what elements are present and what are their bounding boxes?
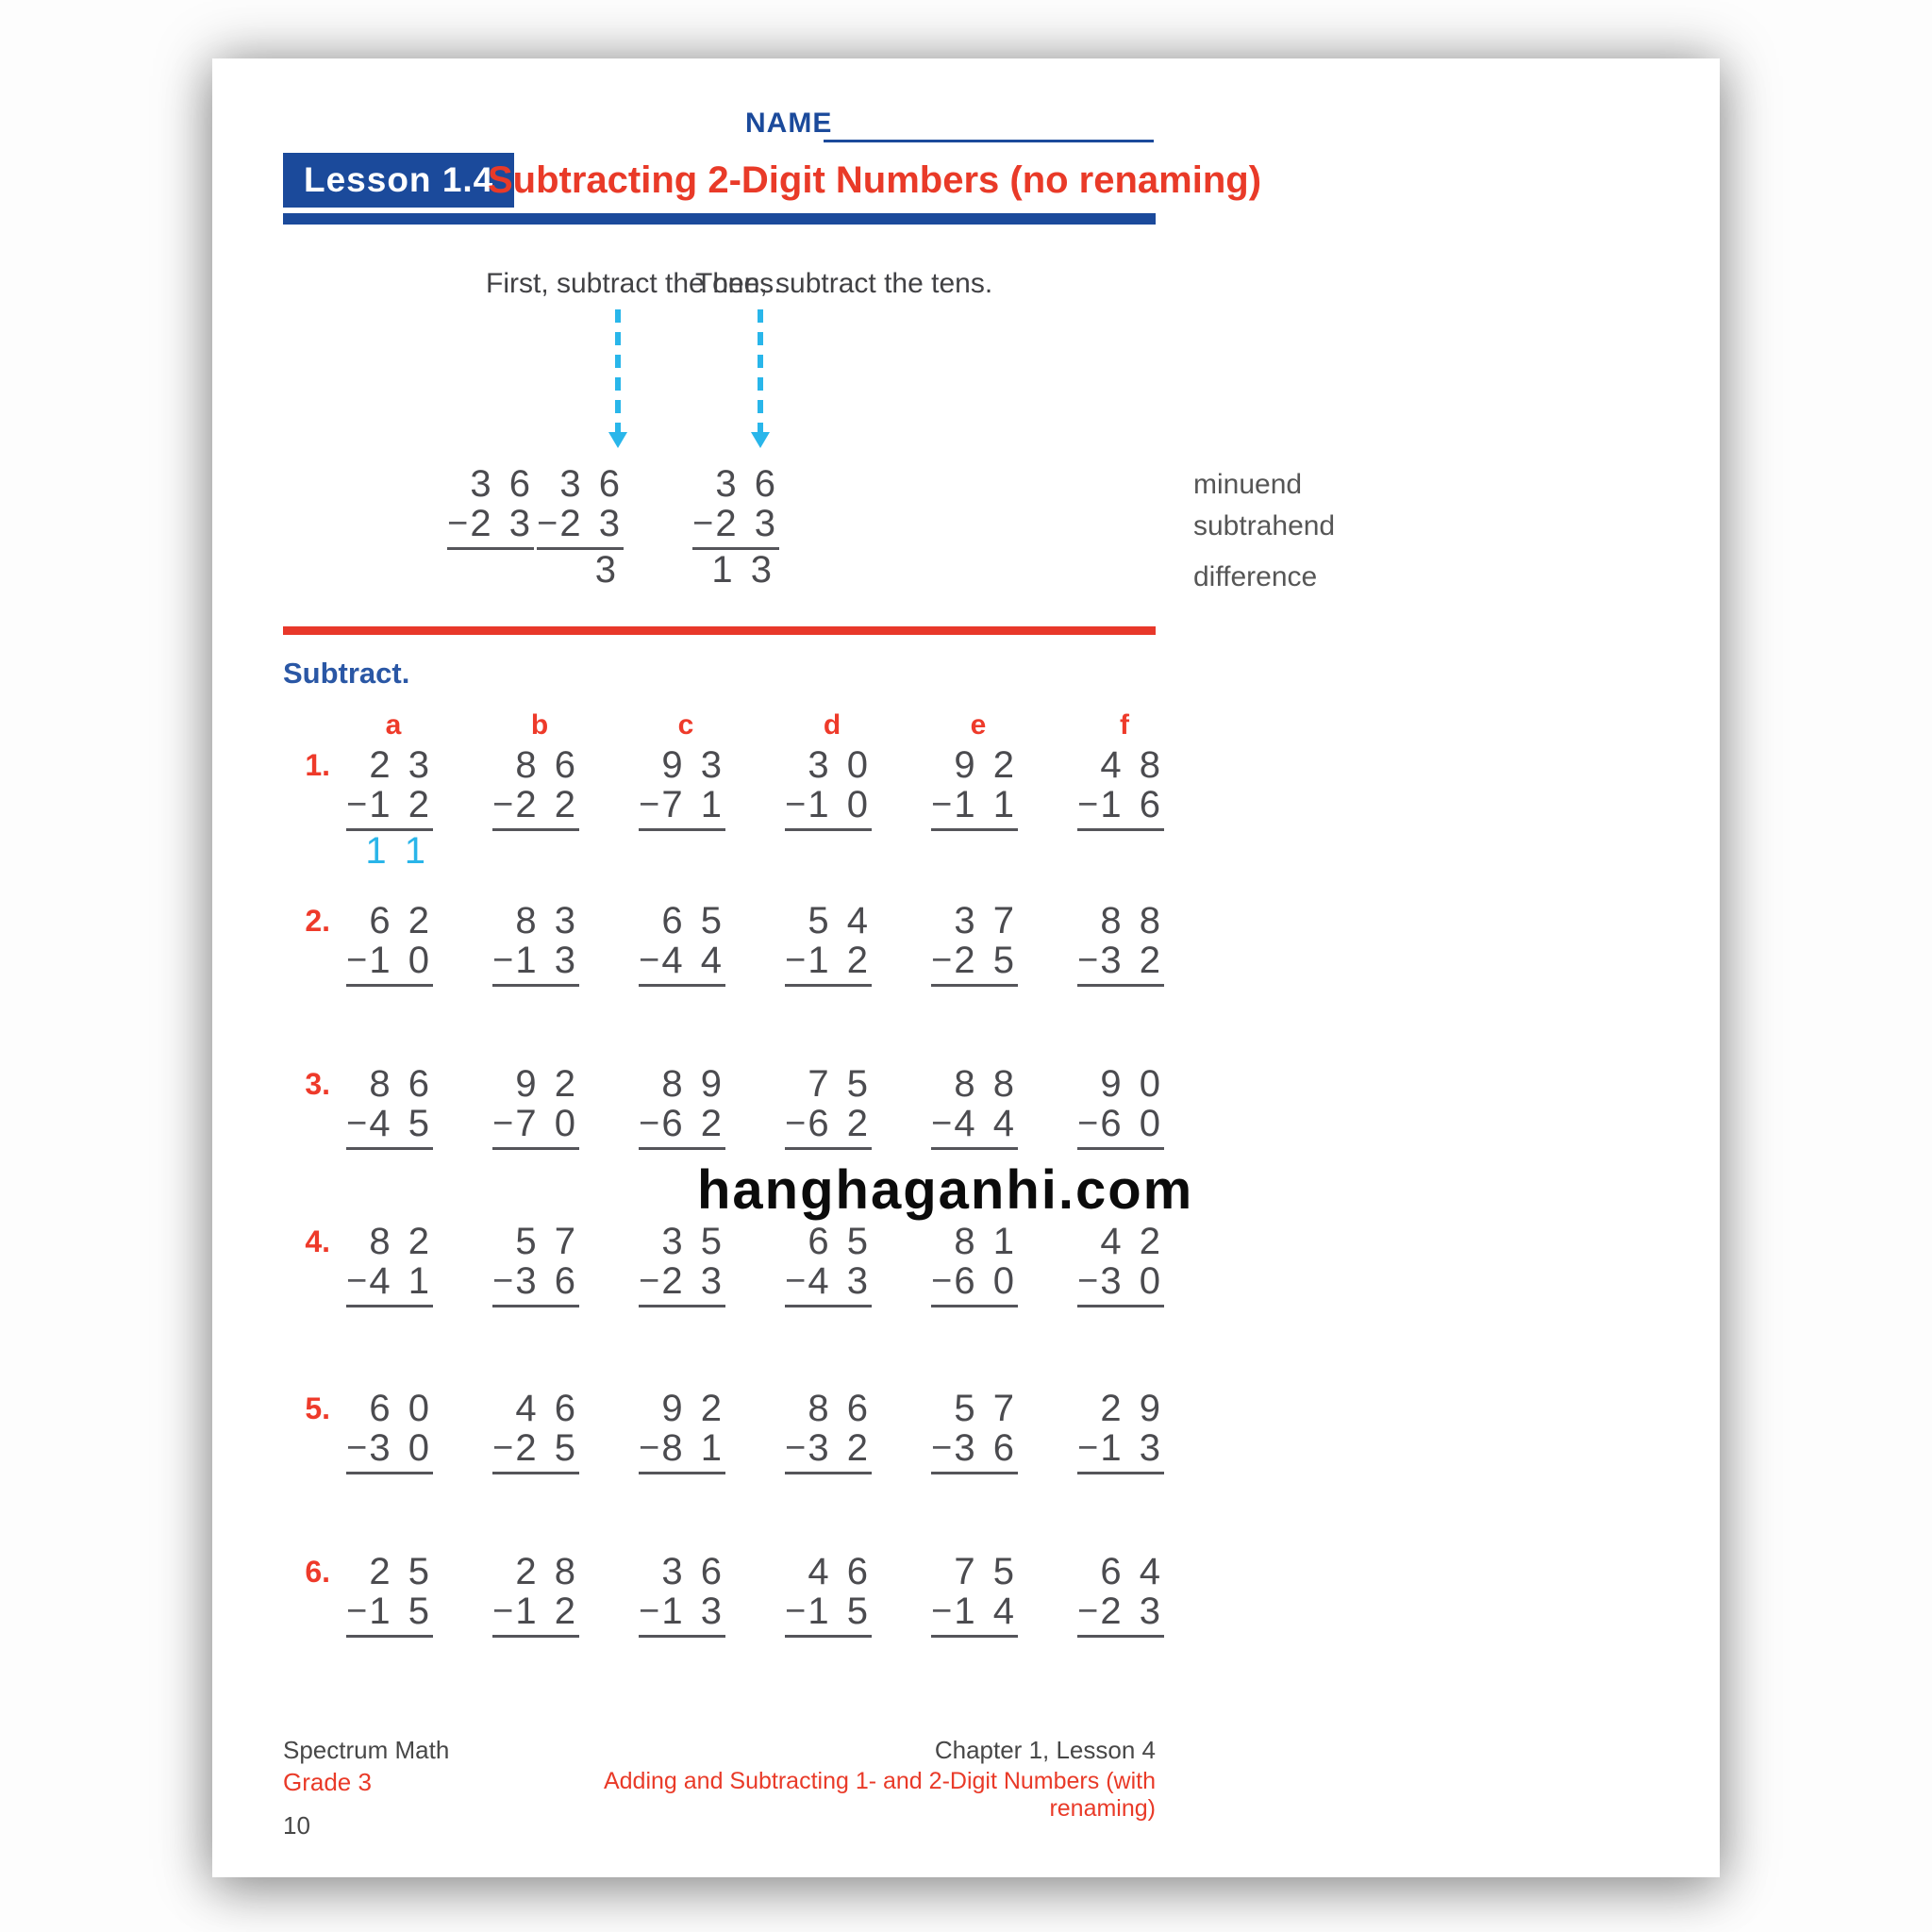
subtrahend-value: 6 0 [1100, 1103, 1164, 1144]
problem-cell [692, 464, 779, 590]
row-number: 4. [305, 1224, 330, 1258]
difference-answer: 1 1 [365, 830, 429, 872]
tens-arrow-icon [758, 309, 763, 432]
difference-answer [639, 1474, 725, 1514]
row-number: 3. [305, 1067, 330, 1101]
name-write-in-line [824, 140, 1154, 142]
footer-page-number: 10 [283, 1811, 310, 1840]
minuend-value: 3 6 [559, 463, 624, 505]
minuend-value: 4 6 [515, 1388, 579, 1429]
minus-sign: − [492, 1261, 514, 1301]
problem-cell [346, 1222, 433, 1347]
problem-cell [639, 745, 725, 871]
minus-sign: − [931, 785, 953, 824]
minuend-label: minuend [1193, 469, 1303, 500]
difference-answer [447, 550, 534, 590]
page-title: Subtracting 2-Digit Numbers (no renaming) [488, 159, 1262, 201]
step1-instruction: First, subtract the ones. [486, 268, 782, 299]
minuend-value: 3 0 [808, 744, 872, 786]
minuend-value: 5 7 [954, 1388, 1018, 1429]
minus-sign: − [492, 941, 514, 980]
minuend-value: 8 6 [515, 744, 579, 786]
difference-answer [346, 1474, 433, 1514]
difference-answer [346, 987, 433, 1026]
difference-answer [1077, 1307, 1164, 1347]
problem-cell [931, 745, 1018, 871]
minus-sign: − [931, 1261, 953, 1301]
difference-answer [931, 1474, 1018, 1514]
subtrahend-value: 4 4 [661, 940, 725, 981]
problem-cell [639, 1389, 725, 1514]
difference-answer [931, 831, 1018, 871]
minuend-value: 6 0 [369, 1388, 433, 1429]
minuend-value: 3 6 [715, 463, 779, 505]
difference-answer [346, 1307, 433, 1347]
column-header-c: c [677, 709, 694, 741]
minuend-value: 7 5 [808, 1063, 872, 1105]
difference-answer [639, 1150, 725, 1190]
minuend-value: 4 6 [808, 1551, 872, 1592]
minuend-value: 8 1 [954, 1221, 1018, 1262]
difference-answer [931, 987, 1018, 1026]
subtrahend-value: 1 2 [369, 784, 433, 825]
subtrahend-value: 1 0 [369, 940, 433, 981]
problem-cell [492, 1222, 579, 1347]
minus-sign: − [639, 785, 660, 824]
minuend-value: 6 5 [808, 1221, 872, 1262]
subtrahend-value: 4 4 [954, 1103, 1018, 1144]
column-header-e: e [970, 709, 987, 741]
problem-cell [785, 1064, 872, 1190]
minus-sign: − [785, 1104, 807, 1143]
minuend-value: 2 9 [1100, 1388, 1164, 1429]
subtrahend-value: 4 1 [369, 1260, 433, 1302]
subtrahend-value: 4 5 [369, 1103, 433, 1144]
column-header-f: f [1120, 709, 1129, 741]
minuend-value: 9 2 [661, 1388, 725, 1429]
subtrahend-value: 8 1 [661, 1427, 725, 1469]
difference-answer [639, 987, 725, 1026]
minuend-value: 3 6 [470, 463, 534, 505]
subtrahend-value: 7 1 [661, 784, 725, 825]
problem-cell [492, 1389, 579, 1514]
column-header-d: d [823, 709, 841, 741]
minus-sign: − [346, 1428, 368, 1468]
row-number: 6. [305, 1555, 330, 1589]
column-header-b: b [530, 709, 549, 741]
difference-answer [346, 1150, 433, 1190]
minuend-value: 9 3 [661, 744, 725, 786]
problem-cell [785, 745, 872, 871]
minus-sign: − [639, 1591, 660, 1631]
difference-answer [785, 1307, 872, 1347]
minus-sign: − [1077, 1591, 1099, 1631]
minuend-value: 2 8 [515, 1551, 579, 1592]
difference-answer [346, 1638, 433, 1677]
minuend-value: 4 8 [1100, 744, 1164, 786]
subtrahend-value: 3 6 [954, 1427, 1018, 1469]
problem-cell [639, 901, 725, 1026]
difference-answer [931, 1307, 1018, 1347]
minus-sign: − [785, 941, 807, 980]
minus-sign: − [346, 1261, 368, 1301]
subtrahend-value: 1 4 [954, 1591, 1018, 1632]
subtrahend-value: 1 6 [1100, 784, 1164, 825]
minus-sign: − [447, 504, 469, 543]
problem-cell [931, 1552, 1018, 1677]
minus-sign: − [692, 504, 714, 543]
minus-sign: − [931, 941, 953, 980]
difference-answer [492, 1150, 579, 1190]
difference-answer [1077, 831, 1164, 871]
footer-chapter: Chapter 1, Lesson 4 [934, 1736, 1156, 1764]
minus-sign: − [639, 1261, 660, 1301]
difference-answer [492, 987, 579, 1026]
difference-answer: 3 [594, 549, 620, 591]
difference-answer [639, 831, 725, 871]
minus-sign: − [537, 504, 558, 543]
problem-cell [931, 901, 1018, 1026]
problem-cell [346, 745, 433, 871]
subtrahend-value: 1 3 [515, 940, 579, 981]
minus-sign: − [346, 941, 368, 980]
problem-cell [492, 745, 579, 871]
subtrahend-value: 6 2 [808, 1103, 872, 1144]
subtrahend-value: 2 3 [470, 503, 534, 544]
subtrahend-value: 2 5 [515, 1427, 579, 1469]
difference-answer [785, 1638, 872, 1677]
difference-answer [1077, 1474, 1164, 1514]
difference-answer [785, 1150, 872, 1190]
subtract-instruction: Subtract. [283, 657, 410, 690]
difference-answer [785, 1474, 872, 1514]
problem-cell [931, 1222, 1018, 1347]
minuend-value: 2 3 [369, 744, 433, 786]
minus-sign: − [492, 1104, 514, 1143]
minuend-value: 2 5 [369, 1551, 433, 1592]
subtrahend-value: 7 0 [515, 1103, 579, 1144]
difference-label: difference [1193, 561, 1318, 592]
problem-cell [785, 1552, 872, 1677]
tens-arrowhead-icon [751, 432, 770, 448]
minuend-value: 6 5 [661, 900, 725, 941]
problem-cell [447, 464, 534, 590]
minus-sign: − [639, 1104, 660, 1143]
subtrahend-label: subtrahend [1193, 510, 1336, 541]
title-underline-bar [283, 213, 1156, 225]
watermark-text: hanghaganhi.com [697, 1159, 1194, 1221]
minus-sign: − [1077, 1261, 1099, 1301]
minus-sign: − [931, 1591, 953, 1631]
minuend-value: 8 6 [369, 1063, 433, 1105]
minuend-value: 9 2 [954, 744, 1018, 786]
subtrahend-value: 2 3 [661, 1260, 725, 1302]
problem-cell [492, 1552, 579, 1677]
minus-sign: − [346, 1591, 368, 1631]
problem-cell [639, 1552, 725, 1677]
subtrahend-value: 2 5 [954, 940, 1018, 981]
minuend-value: 8 6 [808, 1388, 872, 1429]
column-header-a: a [385, 709, 402, 741]
name-label: NAME [745, 108, 833, 139]
minus-sign: − [785, 1261, 807, 1301]
subtrahend-value: 1 2 [808, 940, 872, 981]
ones-arrowhead-icon [608, 432, 627, 448]
minus-sign: − [639, 941, 660, 980]
subtrahend-value: 3 2 [808, 1427, 872, 1469]
subtrahend-value: 3 0 [369, 1427, 433, 1469]
minuend-value: 8 2 [369, 1221, 433, 1262]
subtrahend-value: 2 3 [715, 503, 779, 544]
difference-answer [1077, 1150, 1164, 1190]
problem-cell [346, 1064, 433, 1190]
difference-answer [1077, 1638, 1164, 1677]
subtrahend-value: 1 3 [1100, 1427, 1164, 1469]
subtrahend-value: 1 5 [369, 1591, 433, 1632]
ones-arrow-icon [615, 309, 621, 432]
minuend-value: 8 9 [661, 1063, 725, 1105]
section-divider [283, 626, 1156, 635]
step2-instruction: Then, subtract the tens. [695, 268, 993, 299]
difference-answer [931, 1638, 1018, 1677]
minus-sign: − [785, 1428, 807, 1468]
minus-sign: − [346, 1104, 368, 1143]
problem-cell [639, 1064, 725, 1190]
subtrahend-value: 6 2 [661, 1103, 725, 1144]
minuend-value: 4 2 [1100, 1221, 1164, 1262]
problem-cell [1077, 1222, 1164, 1347]
footer-chapter-title: Adding and Subtracting 1- and 2-Digit Numbers (with renaming) [603, 1768, 1156, 1822]
problem-cell [639, 1222, 725, 1347]
subtrahend-value: 6 0 [954, 1260, 1018, 1302]
problem-cell [1077, 901, 1164, 1026]
minuend-value: 3 7 [954, 900, 1018, 941]
difference-answer [492, 1638, 579, 1677]
lesson-badge: Lesson 1.4 [283, 153, 514, 208]
problem-cell [492, 1064, 579, 1190]
subtrahend-value: 1 1 [954, 784, 1018, 825]
minuend-value: 8 8 [1100, 900, 1164, 941]
minus-sign: − [1077, 1104, 1099, 1143]
minus-sign: − [346, 785, 368, 824]
minuend-value: 9 2 [515, 1063, 579, 1105]
difference-answer [785, 987, 872, 1026]
difference-answer [492, 1474, 579, 1514]
minuend-value: 3 6 [661, 1551, 725, 1592]
minus-sign: − [931, 1104, 953, 1143]
row-number: 2. [305, 904, 330, 938]
difference-answer: 1 3 [711, 549, 775, 591]
minus-sign: − [639, 1428, 660, 1468]
minus-sign: − [1077, 941, 1099, 980]
problem-cell [1077, 1389, 1164, 1514]
subtrahend-value: 1 0 [808, 784, 872, 825]
problem-cell [346, 901, 433, 1026]
problem-cell [1077, 1064, 1164, 1190]
difference-answer [639, 1638, 725, 1677]
difference-answer [492, 831, 579, 871]
problem-cell [931, 1064, 1018, 1190]
minus-sign: − [492, 1591, 514, 1631]
minuend-value: 6 2 [369, 900, 433, 941]
minus-sign: − [785, 1591, 807, 1631]
minuend-value: 9 0 [1100, 1063, 1164, 1105]
subtrahend-value: 3 0 [1100, 1260, 1164, 1302]
minus-sign: − [492, 1428, 514, 1468]
difference-answer [639, 1307, 725, 1347]
minus-sign: − [1077, 1428, 1099, 1468]
minuend-value: 8 8 [954, 1063, 1018, 1105]
problem-cell [785, 901, 872, 1026]
subtrahend-value: 1 2 [515, 1591, 579, 1632]
minus-sign: − [492, 785, 514, 824]
problem-cell [1077, 1552, 1164, 1677]
subtrahend-value: 3 6 [515, 1260, 579, 1302]
subtrahend-value: 2 3 [1100, 1591, 1164, 1632]
subtrahend-value: 4 3 [808, 1260, 872, 1302]
subtrahend-value: 1 3 [661, 1591, 725, 1632]
minuend-value: 3 5 [661, 1221, 725, 1262]
worksheet-page [212, 58, 1720, 1877]
footer-grade: Grade 3 [283, 1768, 372, 1796]
minuend-value: 8 3 [515, 900, 579, 941]
problem-cell [785, 1389, 872, 1514]
subtrahend-value: 3 2 [1100, 940, 1164, 981]
problem-cell [785, 1222, 872, 1347]
problem-cell [537, 464, 624, 590]
difference-answer [1077, 987, 1164, 1026]
subtrahend-value: 2 3 [559, 503, 624, 544]
subtrahend-value: 2 2 [515, 784, 579, 825]
problem-cell [931, 1389, 1018, 1514]
footer-series: Spectrum Math [283, 1736, 450, 1764]
problem-cell [492, 901, 579, 1026]
minuend-value: 6 4 [1100, 1551, 1164, 1592]
minuend-value: 5 7 [515, 1221, 579, 1262]
minus-sign: − [785, 785, 807, 824]
minus-sign: − [1077, 785, 1099, 824]
problem-cell [346, 1552, 433, 1677]
minus-sign: − [931, 1428, 953, 1468]
minuend-value: 5 4 [808, 900, 872, 941]
subtrahend-value: 1 5 [808, 1591, 872, 1632]
difference-answer [785, 831, 872, 871]
problem-cell [346, 1389, 433, 1514]
minuend-value: 7 5 [954, 1551, 1018, 1592]
row-number: 5. [305, 1391, 330, 1425]
difference-answer [931, 1150, 1018, 1190]
difference-answer [492, 1307, 579, 1347]
row-number: 1. [305, 748, 330, 782]
problem-cell [1077, 745, 1164, 871]
